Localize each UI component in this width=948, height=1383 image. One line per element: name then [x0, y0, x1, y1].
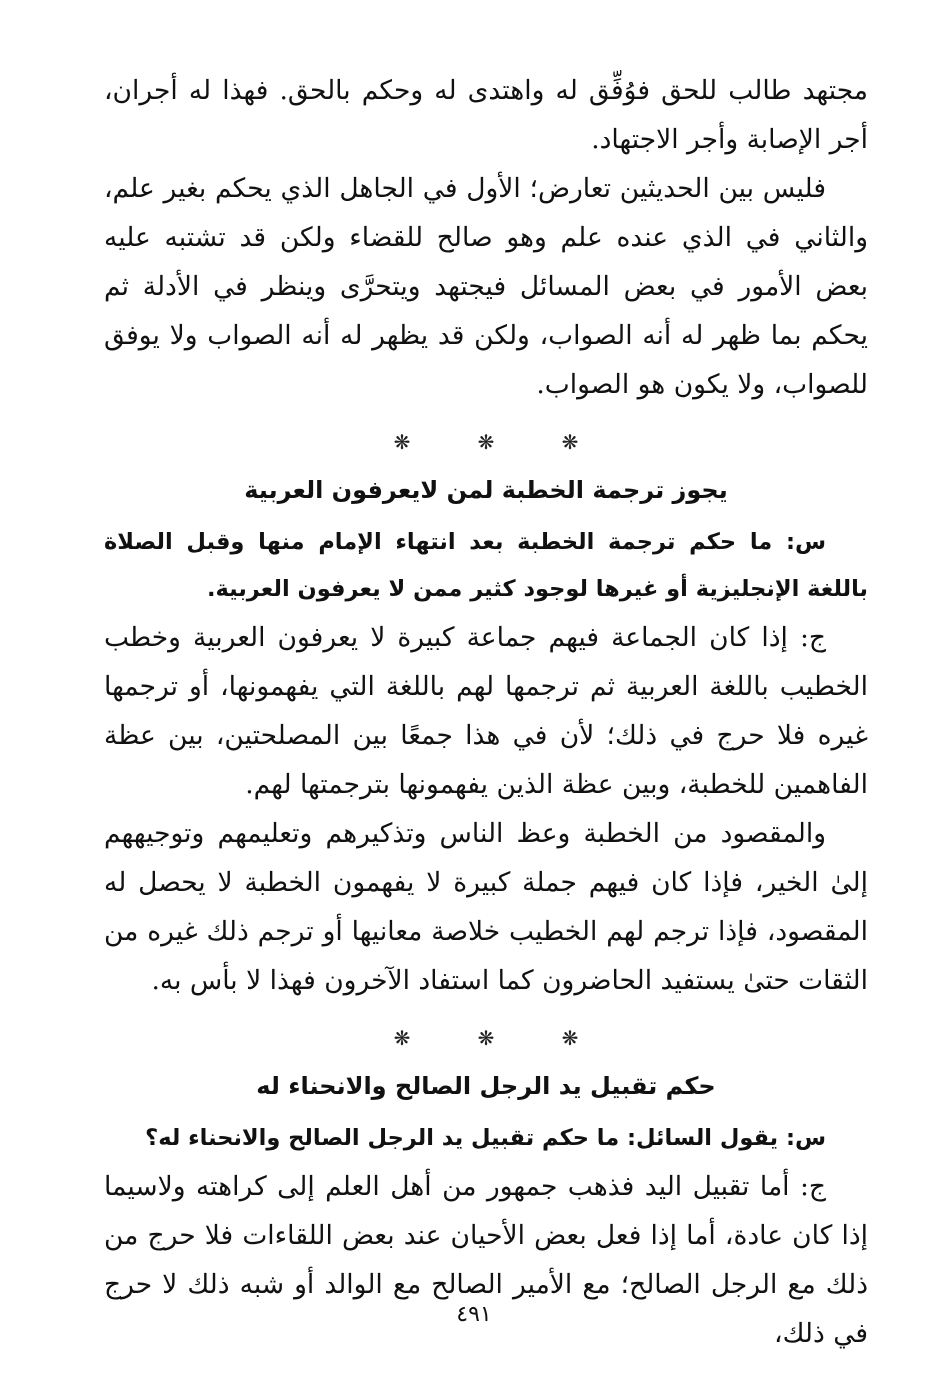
separator-star-icon: ❋ — [477, 1026, 495, 1050]
intro-paragraph-2: فليس بين الحديثين تعارض؛ الأول في الجاهل الذي يحكم بغير علم، والثاني في الذي عنده علم وهو صالح للقضاء ولكن قد تشتبه عليه بعض الأمور في بعض المسائل فيجتهد ويتحرَّى وينظر في الأدلة ثم يحكم بما ظهر له أنه الصواب، ولكن قد يظهر له أنه الصواب ولا يوفق للصواب، ولا يكون هو الصواب. — [104, 173, 868, 400]
section-2-question: س: يقول السائل: ما حكم تقبيل يد الرجل الصالح والانحناء له؟ — [145, 1125, 826, 1151]
page-body — [104, 66, 868, 1358]
section-1-answer: ج: إذا كان الجماعة فيهم جماعة كبيرة لا يعرفون العربية وخطب الخطيب باللغة العربية ثم ترجمها لهم باللغة التي يفهمونها، أو ترجمها غيره فلا حرج في ذلك؛ لأن في هذا جمعًا بين المصلحتين، بين عظة الفاهمين للخطبة، وبين عظة الذين يفهمونها بترجمتها لهم. — [104, 622, 868, 800]
section-separator-2 — [104, 1027, 868, 1049]
section-2-title: حكم تقبيل يد الرجل الصالح والانحناء له — [256, 1072, 716, 1100]
section-1-question: س: ما حكم ترجمة الخطبة بعد انتهاء الإمام منها وقبل الصلاة باللغة الإنجليزية أو غيرها لوجود كثير ممن لا يعرفون العربية. — [104, 529, 868, 602]
page-number: ٤٩١ — [456, 1302, 492, 1327]
separator-star-icon: ❋ — [393, 430, 411, 454]
separator-star-icon: ❋ — [561, 1026, 579, 1050]
section-1-paragraph-2: والمقصود من الخطبة وعظ الناس وتذكيرهم وتعليمهم وتوجيههم إلىٰ الخير، فإذا كان فيهم جملة كبيرة لا يفهمون الخطبة لا يحصل له المقصود، فإذا ترجم لهم الخطيب خلاصة معانيها أو ترجم ذلك غيره من الثقات حتىٰ يستفيد الحاضرون كما استفاد الآخرون فهذا لا بأس به. — [104, 818, 868, 996]
intro-paragraph-1: مجتهد طالب للحق فوُفِّق له واهتدى له وحكم بالحق. فهذا له أجران، أجر الإصابة وأجر الاجتهاد. — [104, 75, 868, 155]
separator-star-icon: ❋ — [561, 430, 579, 454]
section-1-title: يجوز ترجمة الخطبة لمن لايعرفون العربية — [244, 476, 728, 504]
section-separator-1 — [104, 431, 868, 453]
separator-star-icon: ❋ — [477, 430, 495, 454]
section-2-answer: ج: أما تقبيل اليد فذهب جمهور من أهل العلم إلى كراهته ولاسيما إذا كان عادة، أما إذا فعل بعض الأحيان عند بعض اللقاءات فلا حرج من ذلك مع الرجل الصالح؛ مع الأمير الصالح مع الوالد أو شبه ذلك لا حرج في ذلك، — [104, 1171, 868, 1349]
separator-star-icon: ❋ — [393, 1026, 411, 1050]
